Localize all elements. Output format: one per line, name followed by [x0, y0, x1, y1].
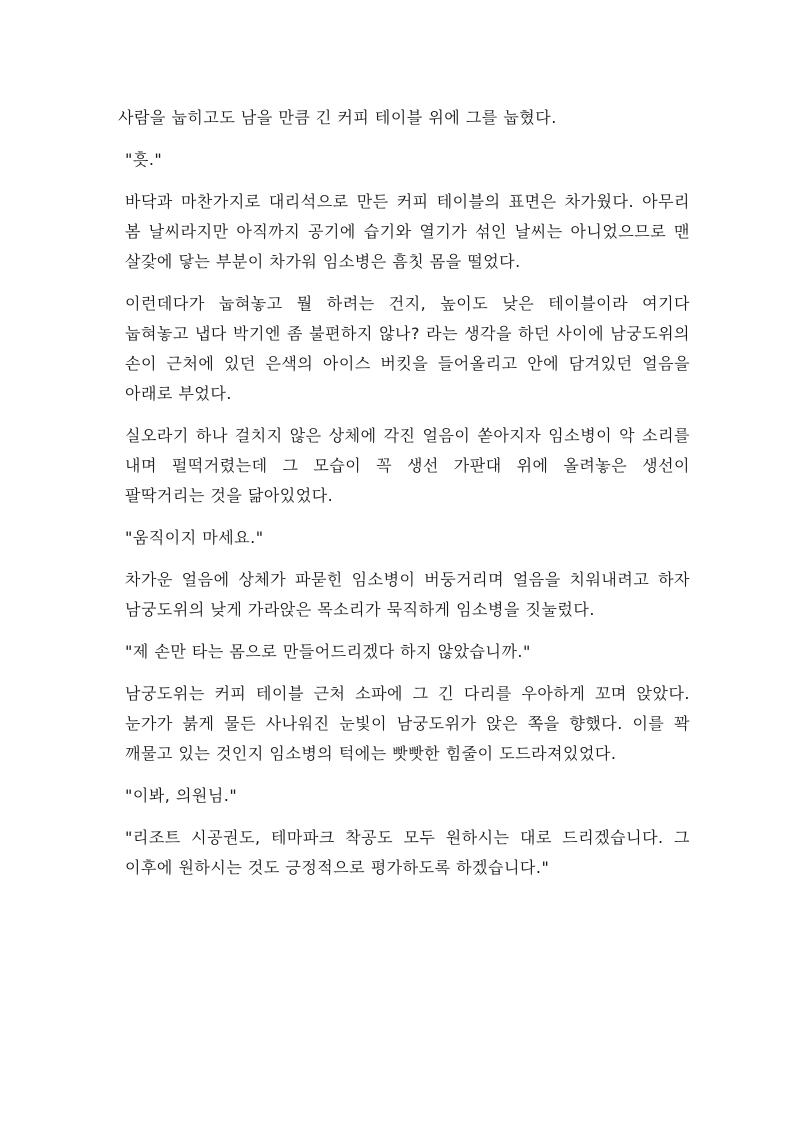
paragraph: "리조트 시공권도, 테마파크 착공도 모두 원하시는 대로 드리겠습니다. 그 이후에 원하시는 것도 긍정적으로 평가하도록 하겠습니다." [125, 828, 690, 877]
paragraph: 바닥과 마찬가지로 대리석으로 만든 커피 테이블의 표면은 차가웠다. 아무리 봄 날씨라지만 아직까지 공기에 습기와 열기가 섞인 날씨는 아니었으므로 맨 살갗에 닿는 부분이 차가워 임소병은 흠칫 몸을 떨었다. [125, 192, 690, 271]
document-page [118, 103, 690, 895]
paragraph: "움직이지 마세요." [125, 528, 264, 547]
paragraph: "흣." [125, 150, 163, 169]
paragraph: 남궁도위는 커피 테이블 근처 소파에 그 긴 다리를 우아하게 꼬며 앉았다. 눈가가 붉게 물든 사나워진 눈빛이 남궁도위가 앉은 쪽을 향했다. 이를 꽉 깨물고 있는 것인지 임소병의 턱에는 빳빳한 힘줄이 도드라져있었다. [125, 684, 690, 763]
paragraph: 차가운 얼음에 상체가 파묻힌 임소병이 버둥거리며 얼음을 치워내려고 하자 남궁도위의 낮게 가라앉은 목소리가 묵직하게 임소병을 짓눌렀다. [125, 570, 690, 619]
paragraph: 이런데다가 눕혀놓고 뭘 하려는 건지, 높이도 낮은 테이블이라 여기다 눕혀놓고 냅다 박기엔 좀 불편하지 않나? 라는 생각을 하던 사이에 남궁도위의 손이 근처에 있던 은색의 아이스 버킷을 들어올리고 안에 담겨있던 얼음을 아래로 부었다. [125, 294, 690, 403]
paragraph: 실오라기 하나 걸치지 않은 상체에 각진 얼음이 쏟아지자 임소병이 악 소리를 내며 펄떡거렸는데 그 모습이 꼭 생선 가판대 위에 올려놓은 생선이 팔딱거리는 것을 닮아있었다. [125, 426, 690, 505]
paragraph: "이봐, 의원님." [125, 786, 238, 805]
paragraph: 사람을 눕히고도 남을 만큼 긴 커피 테이블 위에 그를 눕혔다. [118, 108, 557, 127]
paragraph: "제 손만 타는 몸으로 만들어드리겠다 하지 않았습니까." [125, 642, 531, 661]
